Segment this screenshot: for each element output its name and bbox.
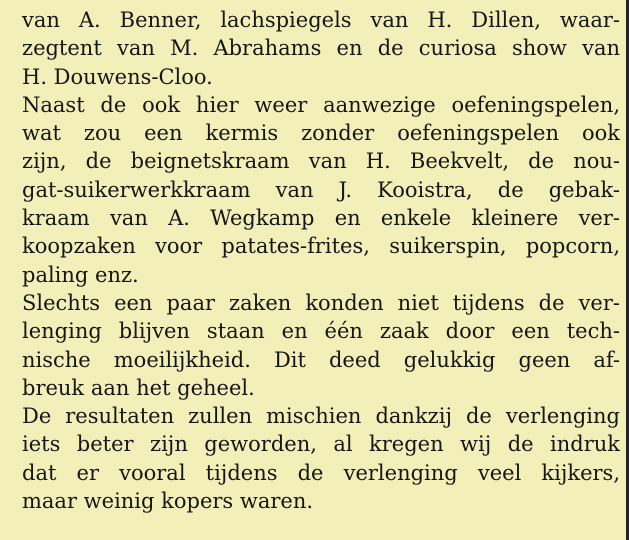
- text-line-15: De resultaten zullen mischien dankzij de verlenging: [22, 404, 620, 429]
- text-line-3: H. Douwens-Cloo.: [22, 64, 213, 89]
- text-line-10: paling enz.: [22, 262, 139, 287]
- text-line-17: dat er vooral tijdens de verlenging veel kijkers,: [22, 460, 620, 485]
- text-line-2: zegtent van M. Abrahams en de curiosa show van: [22, 36, 620, 61]
- text-line-13: nische moeilijkheid. Dit deed gelukkig geen af-: [22, 347, 620, 372]
- text-line-1: van A. Benner, lachspiegels van H. Dillen, waar-: [22, 8, 620, 32]
- text-line-12: lenging blijven staan en één zaak door een tech-: [22, 319, 620, 344]
- text-line-14: breuk aan het geheel.: [22, 375, 255, 400]
- text-line-9: koopzaken voor patates-frites, suikerspin, popcorn,: [22, 234, 620, 259]
- text-line-18: maar weinig kopers waren.: [22, 489, 314, 514]
- text-line-11: Slechts een paar zaken konden niet tijdens de ver-: [22, 290, 620, 315]
- text-line-8: kraam van A. Wegkamp en enkele kleinere ver-: [22, 206, 620, 231]
- text-line-7: gat-suikerwerkkraam van J. Kooistra, de gebak-: [22, 177, 620, 202]
- text-line-16: iets beter zijn geworden, al kregen wij de indruk: [22, 432, 620, 457]
- text-line-4: Naast de ook hier weer aanwezige oefeningspelen,: [22, 92, 620, 117]
- text-line-6: zijn, de beignetskraam van H. Beekvelt, de nou-: [22, 149, 620, 174]
- text-line-5: wat zou een kermis zonder oefeningspelen ook: [22, 121, 620, 146]
- body-text: [22, 6, 620, 515]
